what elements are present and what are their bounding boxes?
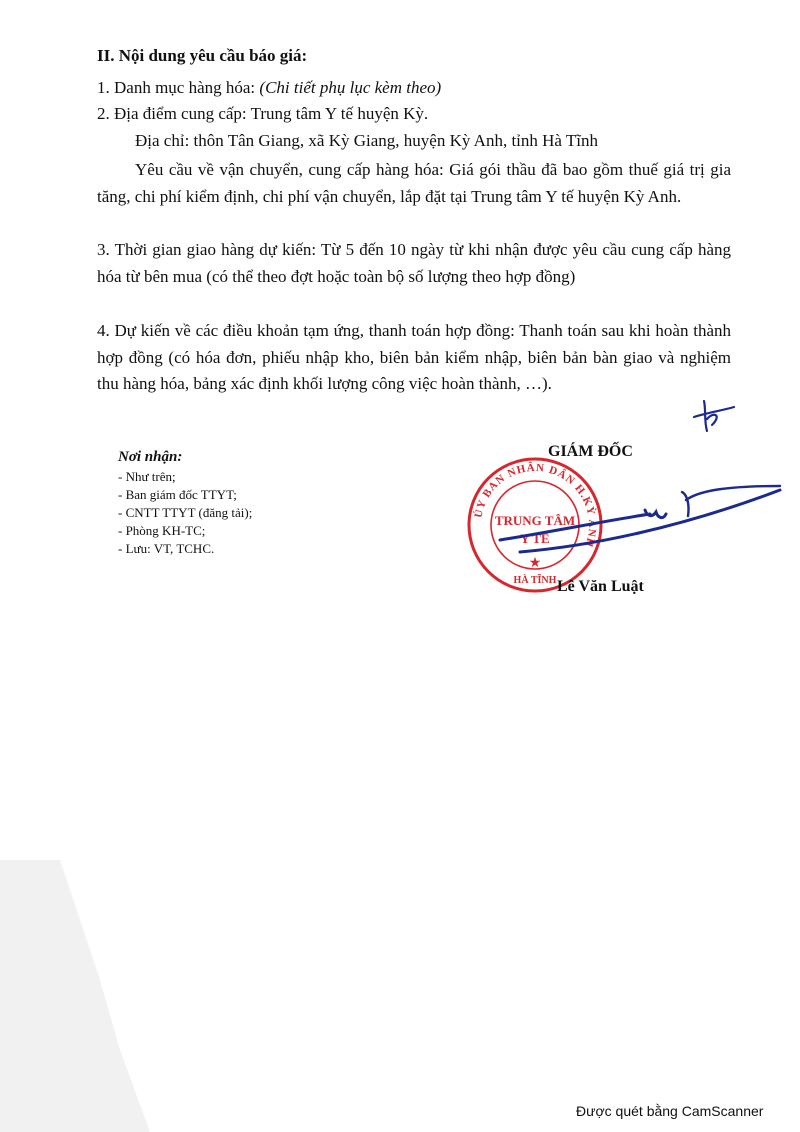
svg-text:★: ★ <box>528 556 542 571</box>
svg-text:TRUNG TÂM: TRUNG TÂM <box>494 513 576 528</box>
recipient-item: - Phòng KH-TC; <box>118 523 206 538</box>
item-4: 4. Dự kiến về các điều khoản tạm ứng, thanh toán hợp đồng: Thanh toán sau khi hoàn thành hợp đồng (có hóa đơn, phiếu nhập kho, biên bản kiểm nhập, biên bản bàn giao và nghiệm thu hàng hóa, bảng xác định khối lượng công việc hoàn thành, …). <box>97 321 731 393</box>
item-1-note: (Chi tiết phụ lục kèm theo) <box>259 78 442 97</box>
initials-mark <box>690 395 740 435</box>
recipient-item: - Như trên; <box>118 469 176 484</box>
item-2: 2. Địa điểm cung cấp: Trung tâm Y tế huyện Kỳ. <box>97 104 429 123</box>
section-heading: II. Nội dung yêu cầu báo giá: <box>97 46 308 65</box>
address-line: Địa chỉ: thôn Tân Giang, xã Kỳ Giang, huyện Kỳ Anh, tỉnh Hà Tĩnh <box>135 131 599 150</box>
svg-text:HÀ TĨNH: HÀ TĨNH <box>513 575 557 586</box>
transport-paragraph <box>97 157 731 210</box>
recipients-title: Nơi nhận: <box>118 449 183 465</box>
recipient-item: - CNTT TTYT (đăng tải); <box>118 505 253 520</box>
item-3: 3. Thời gian giao hàng dự kiến: Từ 5 đến 10 ngày từ khi nhận được yêu cầu cung cấp hàng hóa từ bên mua (có thể theo đợt hoặc toàn bộ số lượng theo hợp đồng) <box>97 240 731 286</box>
signer-name: Lê Văn Luật <box>557 578 644 595</box>
svg-text:Y TẾ: Y TẾ <box>520 531 550 546</box>
transport-text: Yêu cầu về vận chuyển, cung cấp hàng hóa: Giá gói thầu đã bao gồm thuế giá trị gia tăng, chi phí kiểm định, chi phí vận chuyển, lắp đặt tại Trung tâm Y tế huyện Kỳ Anh. <box>97 160 731 206</box>
recipient-item: - Ban giám đốc TTYT; <box>118 487 237 502</box>
signer-title: GIÁM ĐỐC <box>548 443 633 460</box>
scan-edge-artifact <box>0 860 150 1132</box>
item-1-label: 1. Danh mục hàng hóa: <box>97 78 260 97</box>
recipient-item: - Lưu: VT, TCHC. <box>118 541 215 556</box>
item-1 <box>97 78 441 98</box>
svg-text:ỦY BAN NHÂN DÂN H.KỲ ANH: ỦY BAN NHÂN DÂN H.KỲ ANH <box>472 461 599 550</box>
signature <box>460 480 790 590</box>
recipients-list <box>118 468 252 558</box>
scanner-footer: Được quét bằng CamScanner <box>576 1103 764 1119</box>
